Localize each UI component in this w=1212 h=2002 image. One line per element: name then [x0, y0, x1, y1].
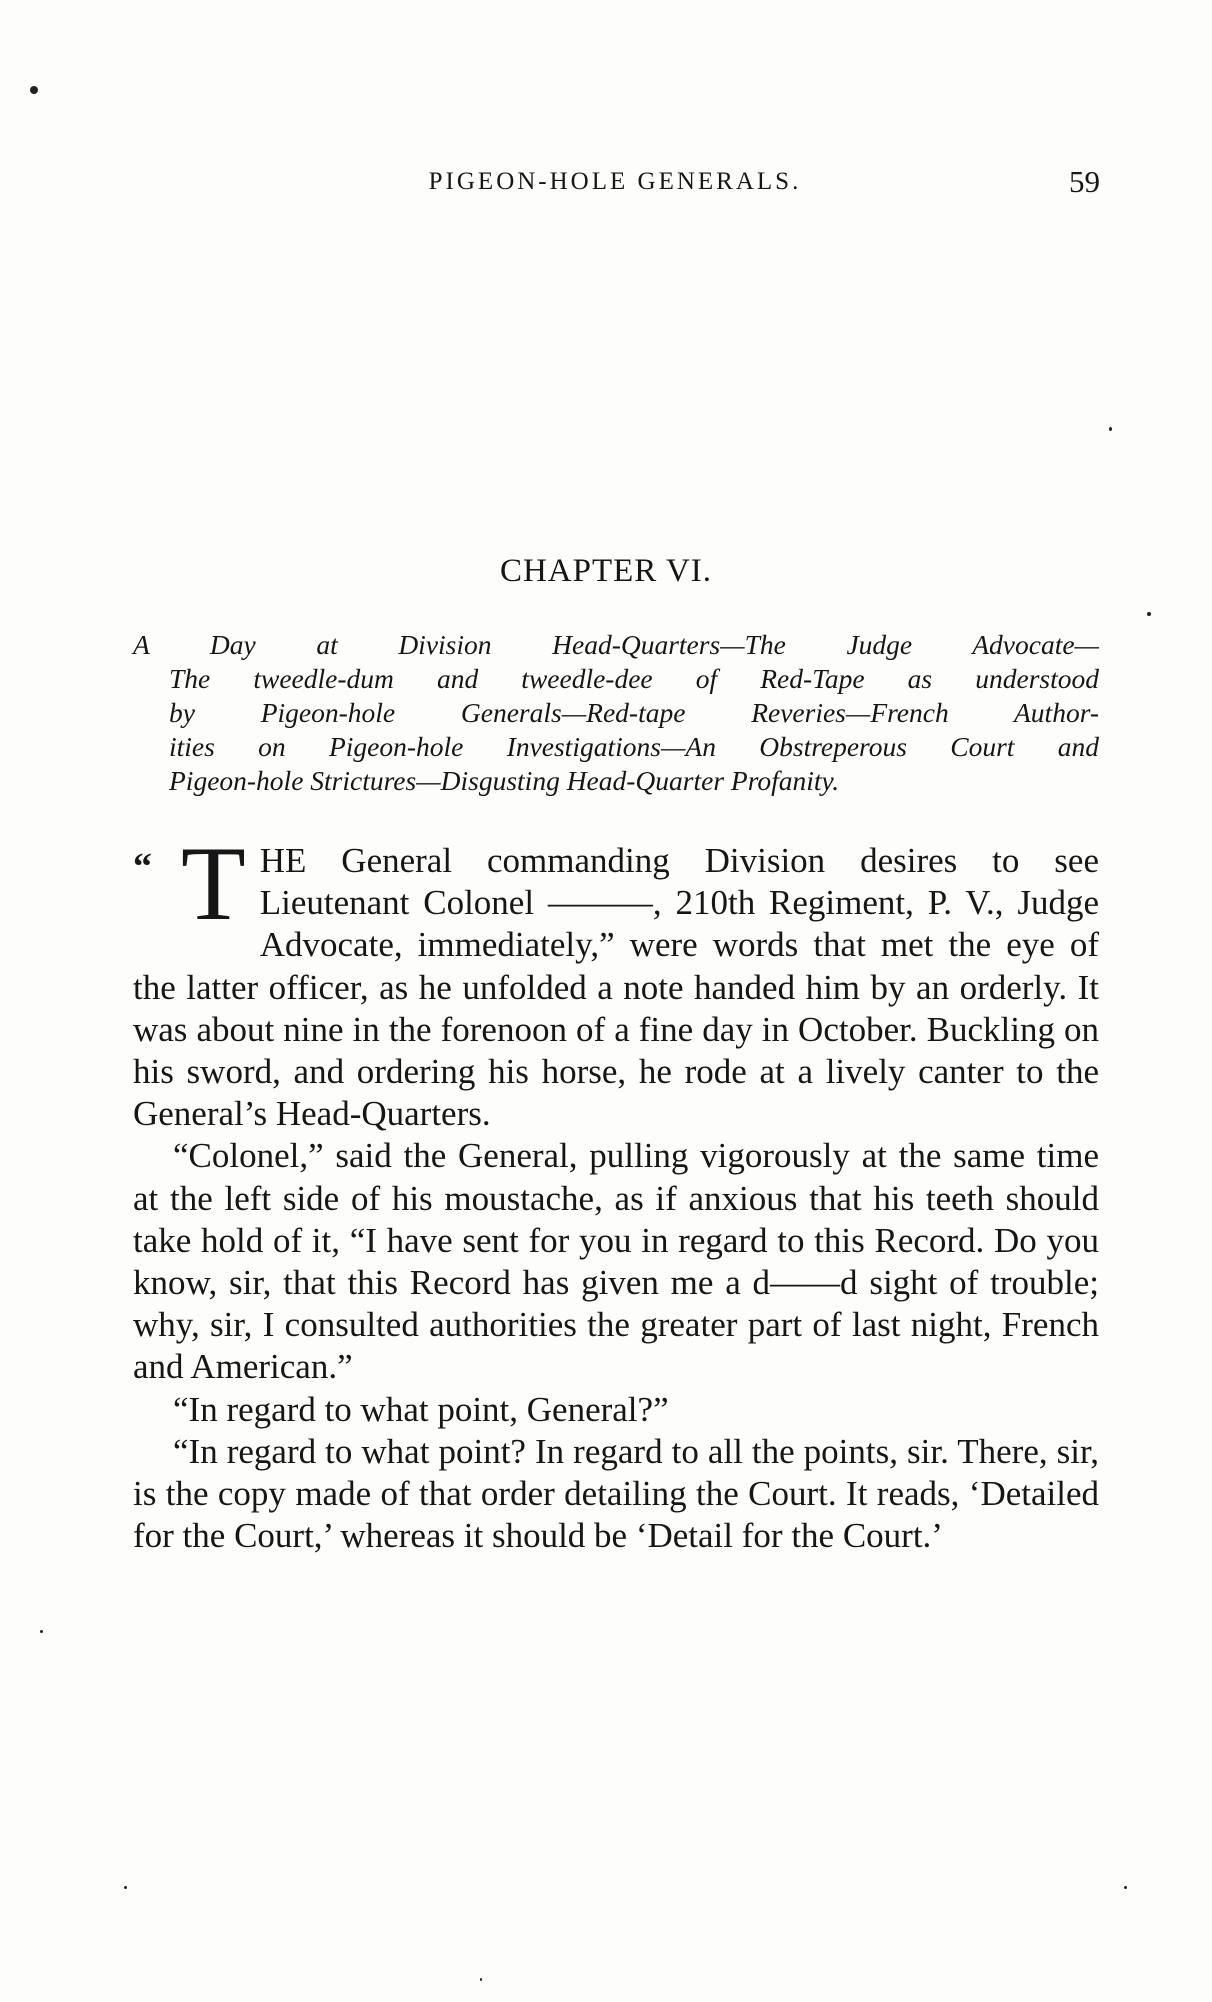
synopsis-line: The tweedle-dum and tweedle-dee of Red-Tape as understood	[169, 663, 1099, 694]
synopsis-line: ities on Pigeon-hole Investigations—An Obstreperous Court and	[169, 731, 1099, 762]
print-speck	[124, 1886, 127, 1889]
chapter-synopsis	[133, 628, 1099, 798]
print-speck	[1109, 427, 1112, 431]
paragraph-text: HE General commanding Division desires to see Lieutenant Colonel ———, 210th Regiment, P. V., Judge Advocate, immediately,” were words that met the eye of the latter officer, as he unfolded a note handed him by an orderly. It was about nine in the forenoon of a fine day in October. Buckling on his sword, and ordering his horse, he rode at a lively canter to the General’s Head-Quarters.	[133, 841, 1099, 1134]
drop-cap: T	[181, 825, 246, 942]
paragraph: “Colonel,” said the General, pulling vigorously at the same time at the left side of his moustache, as if anxious that his teeth should take hold of it, “I have sent for you in regard to this Record. Do you know, sir, that this Record has given me a d——d sight of trouble; why, sir, I consulted authorities the greater part of last night, French and American.”	[133, 1136, 1099, 1387]
paragraph	[133, 825, 1099, 1135]
synopsis-line: Pigeon-hole Strictures—Disgusting Head-Quarter Profanity.	[169, 765, 840, 796]
print-speck	[480, 1978, 482, 1981]
print-speck	[1124, 1886, 1127, 1889]
running-title: PIGEON-HOLE GENERALS.	[428, 168, 802, 195]
print-speck	[1147, 612, 1151, 616]
page-number: 59	[1069, 164, 1100, 199]
running-head	[130, 164, 1100, 208]
synopsis-line: by Pigeon-hole Generals—Red-tape Reveries—French Author-	[169, 697, 1099, 728]
opening-quote-mark: “	[133, 846, 152, 888]
body-text	[133, 825, 1099, 1557]
chapter-title: CHAPTER VI.	[499, 553, 713, 589]
paragraph: “In regard to what point, General?”	[173, 1389, 669, 1429]
synopsis-line: A Day at Division Head-Quarters—The Judge Advocate—	[133, 629, 1099, 660]
print-speck	[40, 1630, 43, 1633]
print-speck	[30, 86, 38, 94]
paragraph: “In regard to what point? In regard to all the points, sir. There, sir, is the copy made of that order detailing the Court. It reads, ‘Detailed for the Court,’ whereas it should be ‘Detail for the Court.’	[133, 1431, 1099, 1556]
